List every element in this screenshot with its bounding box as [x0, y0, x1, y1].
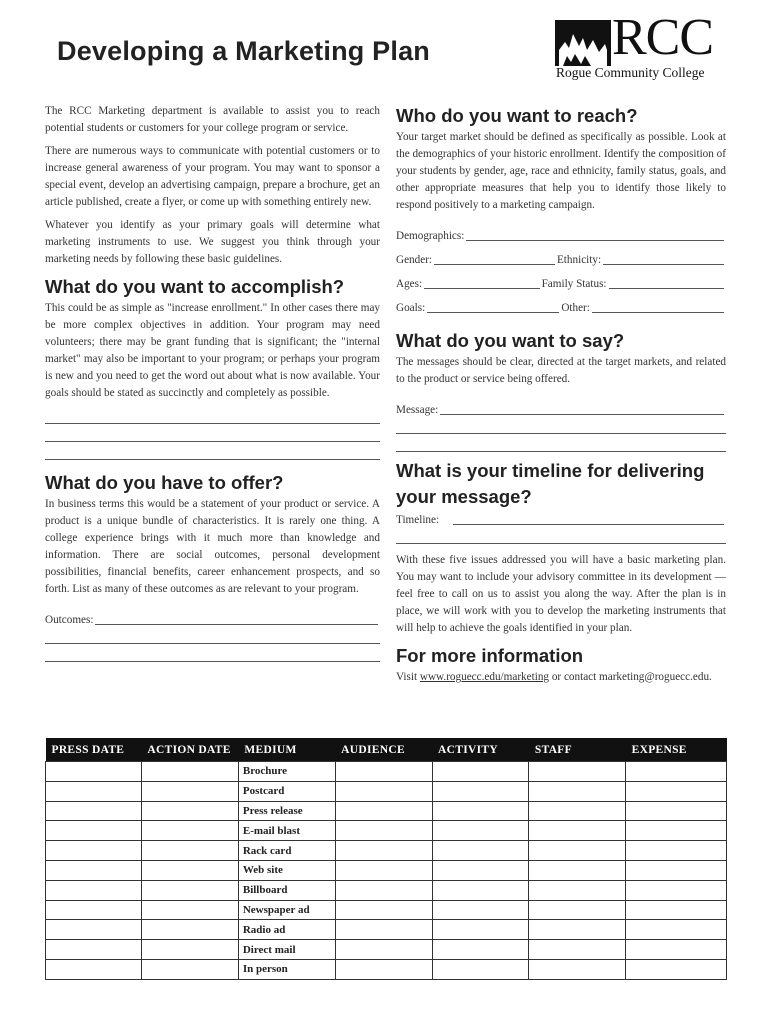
input-cell[interactable] — [335, 900, 432, 920]
outcomes-label: Outcomes: — [45, 614, 94, 626]
table-row — [46, 920, 727, 940]
input-cell[interactable] — [46, 821, 142, 841]
input-cell[interactable] — [626, 940, 727, 960]
input-cell[interactable] — [529, 880, 626, 900]
answer-line[interactable] — [396, 418, 726, 434]
right-column — [396, 103, 726, 692]
input-cell[interactable] — [529, 781, 626, 801]
demographics-field[interactable] — [396, 220, 726, 244]
timeline-input[interactable] — [453, 514, 724, 525]
input-cell[interactable] — [46, 841, 142, 861]
intro-paragraph-3: Whatever you identify as your primary goals will determine what marketing instruments to use. We suggest you think through your marketing needs by following these basic guidelines. — [45, 219, 380, 265]
input-cell[interactable] — [432, 801, 529, 821]
answer-line[interactable] — [45, 426, 380, 442]
input-cell[interactable] — [432, 940, 529, 960]
table-row — [46, 801, 727, 821]
family-status-input[interactable] — [609, 278, 724, 289]
logo-subtitle: Rogue Community College — [556, 65, 705, 80]
accomplish-answer-lines[interactable] — [45, 408, 380, 460]
medium-cell: Direct mail — [238, 940, 335, 960]
table-row — [46, 841, 727, 861]
input-cell[interactable] — [335, 860, 432, 880]
column-header-medium: MEDIUM — [238, 738, 335, 762]
ages-family-row — [396, 268, 726, 292]
answer-line[interactable] — [45, 408, 380, 424]
input-cell[interactable] — [141, 801, 238, 821]
timeline-heading-line-1: What is your timeline for delivering — [396, 460, 705, 481]
input-cell[interactable] — [432, 959, 529, 979]
message-field[interactable] — [396, 394, 726, 418]
other-input[interactable] — [592, 302, 724, 313]
input-cell[interactable] — [529, 762, 626, 782]
timeline-text: With these five issues addressed you will have a basic marketing plan. You may want to include your advisory committee in its development — feel free to call on us to assist you along the way. After the plan is in place, we will work with you to develop the marketing instruments that will help to achieve the goals identified in your plan. — [396, 554, 726, 634]
say-heading: What do you want to say? — [396, 330, 625, 351]
column-header-expense: EXPENSE — [626, 738, 727, 762]
input-cell[interactable] — [432, 880, 529, 900]
outcomes-field[interactable] — [45, 604, 380, 628]
input-cell[interactable] — [626, 860, 727, 880]
input-cell[interactable] — [432, 860, 529, 880]
rcc-logo — [555, 9, 730, 84]
column-header-action-date: ACTION DATE — [141, 738, 238, 762]
goals-other-row — [396, 292, 726, 316]
contact-text: or contact marketing@roguecc.edu. — [549, 671, 712, 683]
medium-cell: Billboard — [238, 880, 335, 900]
medium-cell: Radio ad — [238, 920, 335, 940]
input-cell[interactable] — [626, 920, 727, 940]
table-row — [46, 940, 727, 960]
input-cell[interactable] — [529, 900, 626, 920]
input-cell[interactable] — [141, 860, 238, 880]
input-cell[interactable] — [529, 801, 626, 821]
visit-text: Visit — [396, 671, 420, 683]
input-cell[interactable] — [529, 920, 626, 940]
ethnicity-input[interactable] — [603, 254, 724, 265]
input-cell[interactable] — [46, 860, 142, 880]
input-cell[interactable] — [46, 940, 142, 960]
ethnicity-label: Ethnicity: — [556, 254, 602, 266]
answer-line[interactable] — [45, 444, 380, 460]
input-cell[interactable] — [335, 801, 432, 821]
reach-heading: Who do you want to reach? — [396, 105, 638, 126]
table-row — [46, 860, 727, 880]
other-label: Other: — [561, 302, 590, 314]
timeline-field[interactable] — [396, 510, 726, 528]
logo-text: RCC — [612, 9, 714, 66]
goals-input[interactable] — [427, 302, 559, 313]
gender-label: Gender: — [396, 254, 433, 266]
answer-line[interactable] — [396, 436, 726, 452]
input-cell[interactable] — [46, 920, 142, 940]
left-column — [45, 103, 380, 664]
medium-cell: Postcard — [238, 781, 335, 801]
input-cell[interactable] — [141, 959, 238, 979]
input-cell[interactable] — [141, 762, 238, 782]
input-cell[interactable] — [626, 762, 727, 782]
ages-label: Ages: — [396, 278, 423, 290]
offer-heading: What do you have to offer? — [45, 472, 284, 493]
answer-line[interactable] — [45, 646, 380, 662]
table-row — [46, 880, 727, 900]
column-header-press-date: PRESS DATE — [46, 738, 142, 762]
input-cell[interactable] — [335, 880, 432, 900]
input-cell[interactable] — [141, 940, 238, 960]
timeline-heading-line-2: your message? — [396, 486, 532, 507]
input-cell[interactable] — [46, 801, 142, 821]
input-cell[interactable] — [46, 900, 142, 920]
input-cell[interactable] — [626, 781, 727, 801]
medium-cell: Newspaper ad — [238, 900, 335, 920]
table-row — [46, 900, 727, 920]
timeline-label: Timeline: — [396, 514, 440, 526]
marketing-link[interactable]: www.roguecc.edu/marketing — [419, 671, 550, 683]
input-cell[interactable] — [141, 841, 238, 861]
demographics-label: Demographics: — [396, 230, 465, 242]
input-cell[interactable] — [432, 762, 529, 782]
input-cell[interactable] — [626, 880, 727, 900]
say-text: The messages should be clear, directed at the target markets, and related to the product or service being offered. — [396, 356, 726, 385]
input-cell[interactable] — [335, 959, 432, 979]
input-cell[interactable] — [529, 821, 626, 841]
offer-text: In business terms this would be a statement of your product or service. A product is a unique bundle of characteristics. It is rarely one thing. A college experience brings with it much more than knowledge and information. There are social outcomes, personal development possibilities, financial benefits, career enhancement prospects, and so forth. List as many of these outcomes as are relevant to your program. — [45, 498, 380, 595]
input-cell[interactable] — [529, 860, 626, 880]
more-info-heading: For more information — [396, 645, 584, 666]
input-cell[interactable] — [626, 841, 727, 861]
input-cell[interactable] — [529, 841, 626, 861]
page-title: Developing a Marketing Plan — [57, 36, 430, 66]
medium-cell: In person — [238, 959, 335, 979]
input-cell[interactable] — [46, 762, 142, 782]
input-cell[interactable] — [141, 821, 238, 841]
medium-cell: Brochure — [238, 762, 335, 782]
gender-ethnicity-row — [396, 244, 726, 268]
input-cell[interactable] — [141, 781, 238, 801]
table-row — [46, 821, 727, 841]
input-cell[interactable] — [46, 959, 142, 979]
input-cell[interactable] — [432, 781, 529, 801]
answer-line[interactable] — [396, 528, 726, 544]
column-header-activity: ACTIVITY — [432, 738, 529, 762]
table-row — [46, 781, 727, 801]
input-cell[interactable] — [626, 821, 727, 841]
input-cell[interactable] — [141, 900, 238, 920]
table-header-row — [46, 738, 727, 762]
family-status-label: Family Status: — [541, 278, 607, 290]
input-cell[interactable] — [335, 781, 432, 801]
demographics-input[interactable] — [466, 230, 724, 241]
input-cell[interactable] — [626, 900, 727, 920]
input-cell[interactable] — [432, 900, 529, 920]
input-cell[interactable] — [626, 959, 727, 979]
ages-input[interactable] — [424, 278, 539, 289]
intro-paragraph-2: There are numerous ways to communicate with potential customers or to increase general awareness of your program. You may want to sponsor a special event, develop an advertising campaign, prepare a brochure, get an article published, create a flyer, or come up with something entirely new. — [45, 145, 380, 208]
gender-input[interactable] — [434, 254, 555, 265]
message-label: Message: — [396, 404, 439, 416]
input-cell[interactable] — [46, 880, 142, 900]
input-cell[interactable] — [432, 920, 529, 940]
medium-cell: Rack card — [238, 841, 335, 861]
accomplish-heading: What do you want to accomplish? — [45, 276, 345, 297]
input-cell[interactable] — [335, 841, 432, 861]
input-cell[interactable] — [335, 762, 432, 782]
input-cell[interactable] — [626, 801, 727, 821]
goals-label: Goals: — [396, 302, 426, 314]
table-row — [46, 762, 727, 782]
input-cell[interactable] — [529, 940, 626, 960]
medium-cell: Press release — [238, 801, 335, 821]
outcomes-input[interactable] — [95, 614, 378, 625]
reach-text: Your target market should be defined as specifically as possible. Look at the demographics of your historic enrollment. Identify the composition of your students by gender, age, race and ethnicity, family status, goals, and other appropriate measures that help you to identify those likely to respond positively to a marketing campaign. — [396, 131, 726, 211]
input-cell[interactable] — [432, 841, 529, 861]
input-cell[interactable] — [141, 880, 238, 900]
input-cell[interactable] — [335, 920, 432, 940]
intro-paragraph-1: The RCC Marketing department is available to assist you to reach potential students or customers for your college program or service. — [45, 105, 380, 134]
input-cell[interactable] — [529, 959, 626, 979]
accomplish-text: This could be as simple as "increase enrollment." In other cases there may be more complex objectives in addition. Your program may need volunteers; there may be grant funding that is significant; the "internal market" may also be important to your program; or perhaps your program is new and you need to get the word out about what is now available. Your goals should be stated as succinctly and completely as possible. — [45, 302, 380, 399]
input-cell[interactable] — [335, 821, 432, 841]
input-cell[interactable] — [432, 821, 529, 841]
input-cell[interactable] — [46, 781, 142, 801]
marketing-schedule-table — [45, 738, 727, 980]
medium-cell: E-mail blast — [238, 821, 335, 841]
answer-line[interactable] — [45, 628, 380, 644]
message-input[interactable] — [440, 404, 724, 415]
input-cell[interactable] — [141, 920, 238, 940]
column-header-staff: STAFF — [529, 738, 626, 762]
table-row — [46, 959, 727, 979]
medium-cell: Web site — [238, 860, 335, 880]
input-cell[interactable] — [335, 940, 432, 960]
more-info-text — [396, 669, 726, 686]
column-header-audience: AUDIENCE — [335, 738, 432, 762]
